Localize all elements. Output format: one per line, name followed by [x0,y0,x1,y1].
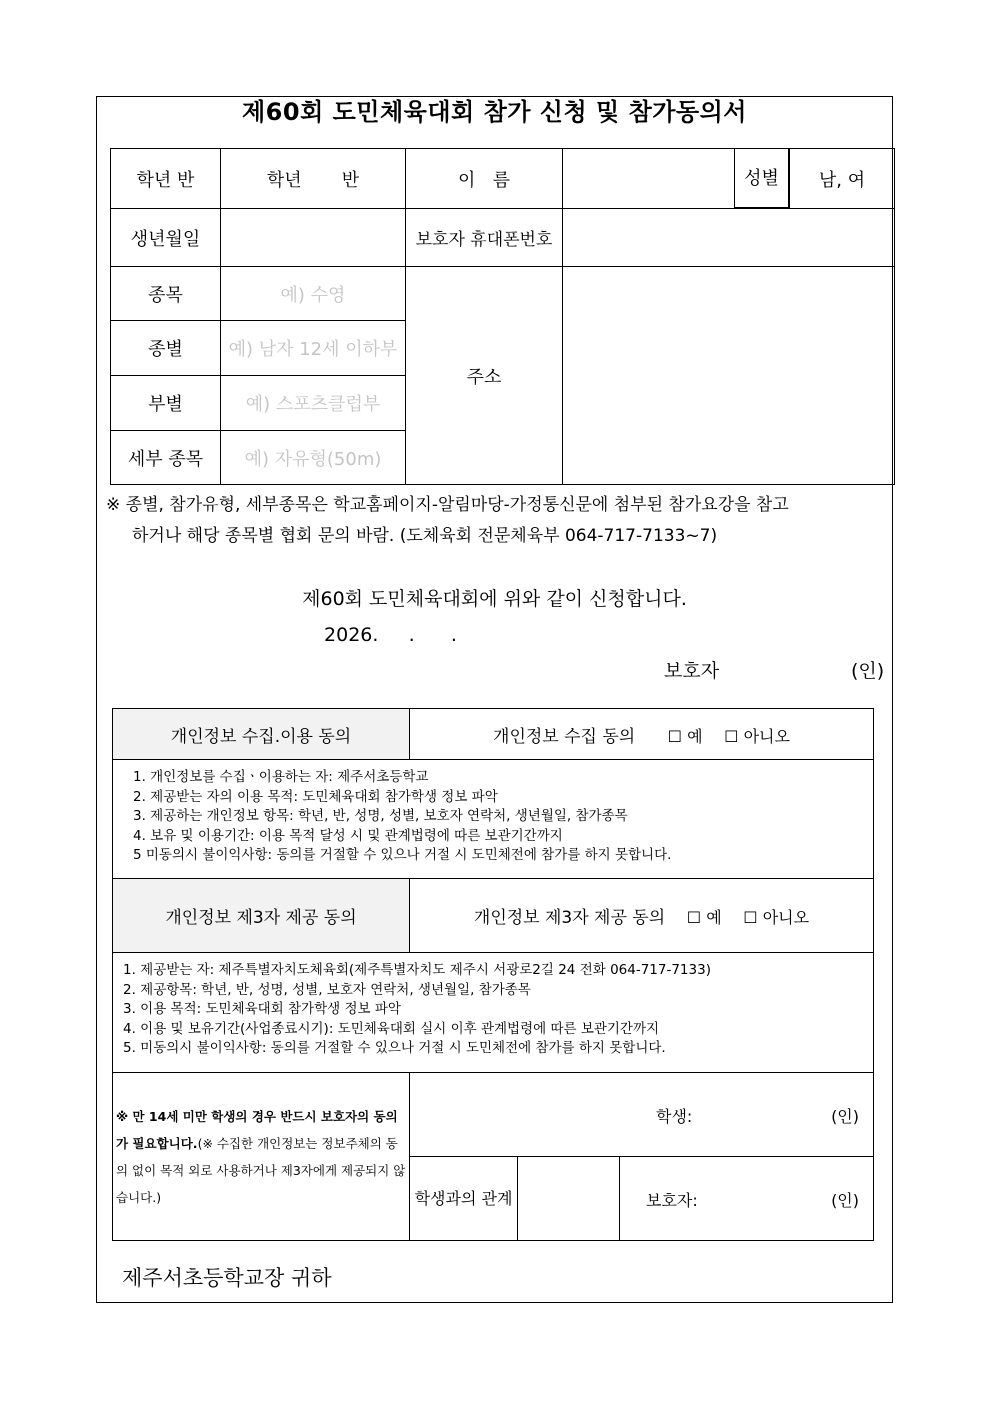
consent1-question: 개인정보 수집 동의 [493,726,636,747]
consent1-item: 1. 개인정보를 수집ㆍ이용하는 자: 제주서초등학교 [133,769,429,785]
student-sign-seal: (인) [831,1107,860,1126]
category-field[interactable]: 예) 남자 12세 이하부 [221,321,406,376]
consent2-item: 1. 제공받는 자: 제주특별자치도체육회(제주특별자치도 제주시 서광로2길 24 전화 064-717-7133) [123,962,711,978]
relation-field[interactable] [518,1157,620,1241]
consent1-items [113,760,874,879]
consent2-choice [410,879,874,953]
gender-field[interactable]: 남, 여 [790,149,895,209]
consent2-no-checkbox[interactable]: ☐ 아니오 [743,908,810,927]
division-field[interactable]: 예) 스포츠클럽부 [221,376,406,431]
guardian-sign-label: 보호자: [646,1191,698,1210]
consent1-item: 3. 제공하는 개인정보 항목: 학년, 반, 성명, 성별, 보호자 연락처, 생년월일, 참가종목 [133,808,628,824]
consent1-title: 개인정보 수집.이용 동의 [113,709,410,760]
minor-notice [113,1073,410,1241]
consent2-yes-checkbox[interactable]: ☐ 예 [686,908,722,927]
student-sign-row[interactable] [410,1073,874,1157]
name-label: 이 름 [406,149,563,209]
consent2-item: 5. 미동의시 불이익사항: 동의를 거절할 수 있으나 거절 시 도민체전에 참가를 하지 못합니다. [123,1040,666,1056]
sub-event-label: 세부 종목 [111,431,221,485]
consent2-item: 3. 이용 목적: 도민체육대회 참가학생 정보 파악 [123,1001,401,1017]
guardian-sign-row[interactable] [620,1157,874,1241]
footer-addressee: 제주서초등학교장 귀하 [122,1266,332,1290]
consent1-choice [410,709,874,760]
consent1-item: 5 미동의시 불이익사항: 동의를 거절할 수 있으나 거절 시 도민체전에 참가를 하지 못합니다. [133,847,672,863]
declaration-guardian-label: 보호자 [664,660,720,682]
declaration-guardian-seal: (인) [851,660,885,682]
relation-label: 학생과의 관계 [410,1157,518,1241]
gender-label-text: 성별 [744,168,779,189]
grade-class-label: 학년 반 [111,149,221,209]
student-sign-label: 학생: [656,1107,693,1126]
guardian-phone-label: 보호자 휴대폰번호 [406,209,563,267]
guardian-sign-seal: (인) [831,1191,860,1210]
consent1-yes-checkbox[interactable]: ☐ 예 [667,726,703,746]
consent1-item: 2. 제공받는 자의 이용 목적: 도민체육대회 참가학생 정보 파악 [133,788,498,805]
birth-field[interactable] [221,209,406,267]
event-field[interactable]: 예) 수영 [221,267,406,321]
minor-notice-rest: (※ 수집한 개인정보는 정보주체의 동의 없이 목적 외로 사용하거나 제3자에게 제공되지 않습니다.) [116,1135,406,1205]
consent2-items [113,953,874,1073]
guardian-phone-field[interactable] [563,209,895,267]
birth-label: 생년월일 [111,209,221,267]
grade-class-field[interactable]: 학년 반 [221,149,406,209]
minor-notice-bold: ※ 만 14세 미만 학생의 경우 반드시 보호자의 동의가 필요합니다. [116,1108,398,1151]
consent2-item: 2. 제공항목: 학년, 반, 성명, 성별, 보호자 연락처, 생년월일, 참가종목 [123,981,531,998]
consent1-item: 4. 보유 및 이용기간: 이용 목적 달성 시 및 관계법령에 따른 보관기간까지 [133,827,563,844]
consent2-title: 개인정보 제3자 제공 동의 [113,879,410,953]
consent2-question: 개인정보 제3자 제공 동의 [473,908,666,928]
sub-event-field[interactable]: 예) 자유형(50m) [221,431,406,485]
note-line-1: ※ 종별, 참가유형, 세부종목은 학교홈페이지-알림마당-가정통신문에 첨부된 참가요강을 참고 [106,495,789,515]
page-title: 제60회 도민체육대회 참가 신청 및 참가동의서 [242,98,747,126]
consent-table [112,708,874,1241]
consent2-item: 4. 이용 및 보유기간(사업종료시기): 도민체육대회 실시 이후 관계법령에 따른 보관기간까지 [123,1020,660,1037]
note-line-2: 하거나 해당 종목별 협회 문의 바람. (도체육회 전문체육부 064-717-7133~7) [132,526,718,546]
declaration-date: 2026. . . [324,624,457,646]
category-label: 종별 [111,321,221,376]
gender-label-cell [734,148,789,208]
declaration-statement: 제60회 도민체육대회에 위와 같이 신청합니다. [302,588,687,610]
division-label: 부별 [111,376,221,431]
consent1-no-checkbox[interactable]: ☐ 아니오 [724,726,790,746]
note [106,490,896,552]
event-label: 종목 [111,267,221,321]
address-field[interactable] [563,267,895,485]
address-label: 주소 [406,267,563,485]
